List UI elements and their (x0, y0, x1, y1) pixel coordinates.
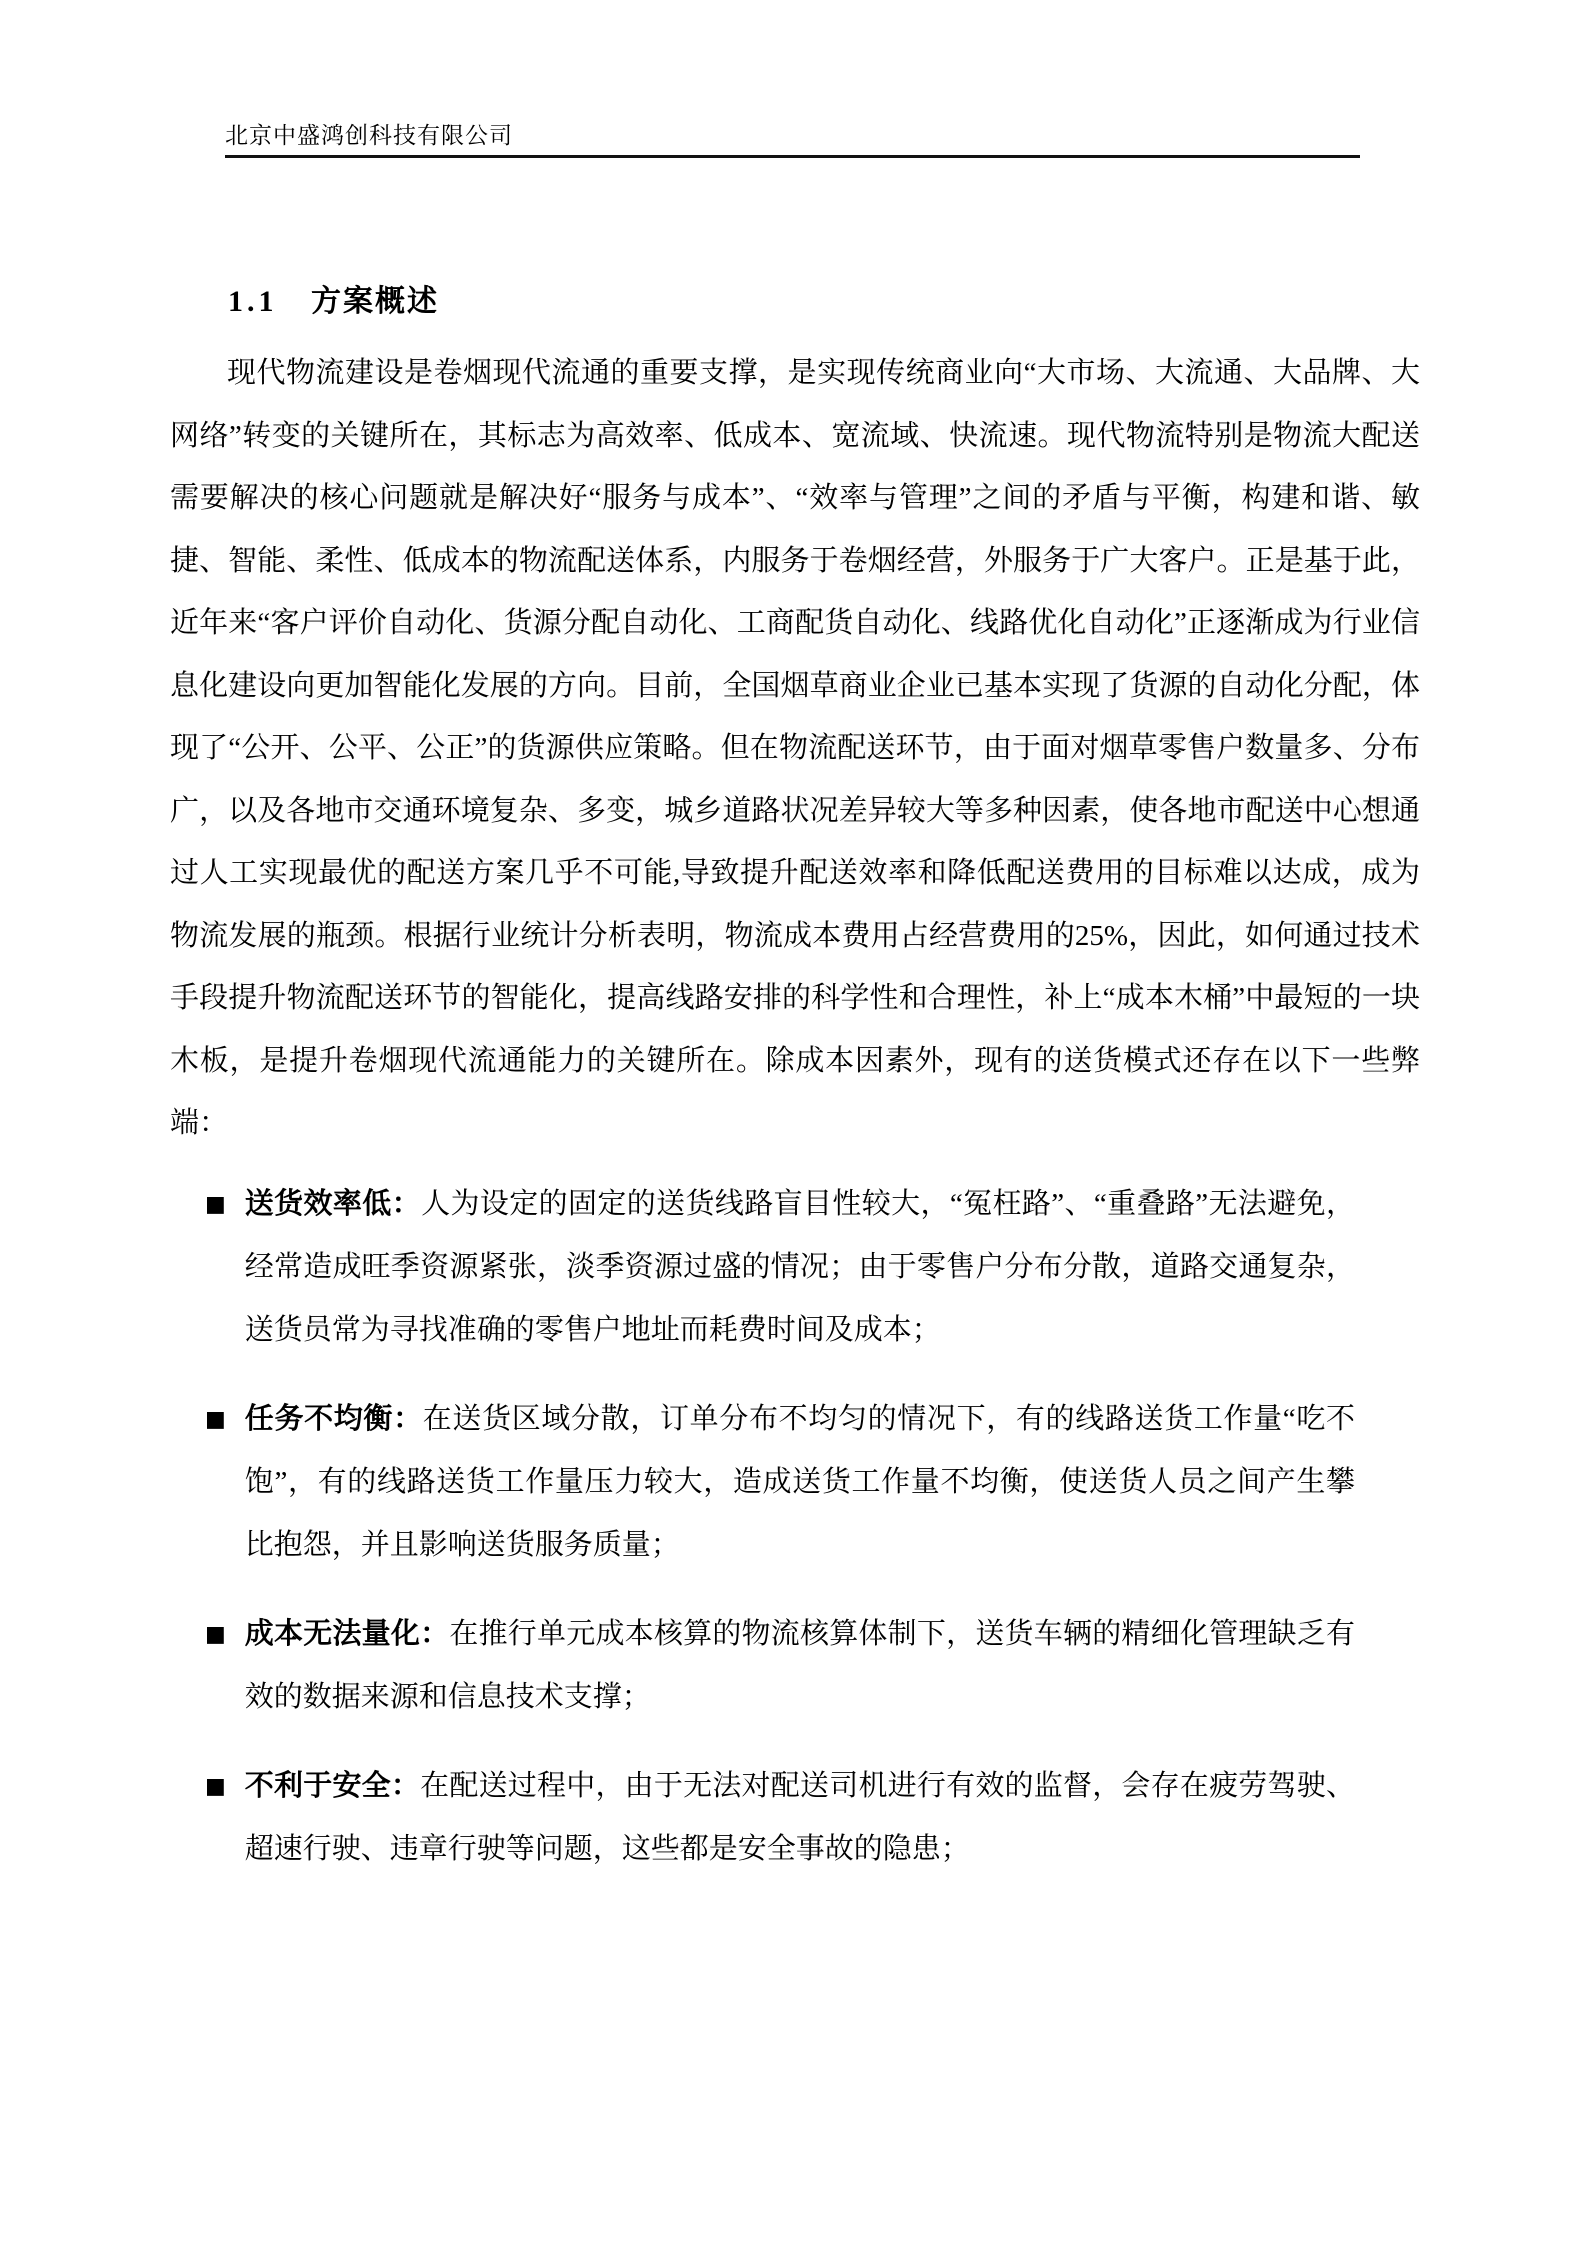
square-bullet-icon: ■ (205, 1406, 226, 1432)
bullet-lead: 成本无法量化： (244, 1617, 450, 1650)
square-bullet-icon: ■ (205, 1621, 226, 1647)
bullet-text: 在推行单元成本核算的物流核算体制下，送货车辆的精细化管理缺乏有效的数据来源和信息技术支撑； (244, 1617, 1355, 1713)
section-heading (228, 285, 1420, 319)
bullet-text: 在配送过程中，由于无法对配送司机进行有效的监督，会存在疲劳驾驶、超速行驶、违章行驶等问题，这些都是安全事故的隐患； (244, 1769, 1355, 1865)
bullet-body (245, 1755, 1355, 1881)
bullet-body (245, 1603, 1355, 1729)
bullet-text: 人为设定的固定的送货线路盲目性较大，“冤枉路”、“重叠路”无法避免，经常造成旺季资源紧张，淡季资源过盛的情况；由于零售户分布分散，道路交通复杂，送货员常为寻找准确的零售户地址而耗费时间及成本； (244, 1187, 1355, 1346)
square-bullet-icon: ■ (205, 1773, 226, 1799)
company-name: 北京中盛鸿创科技有限公司 (225, 122, 513, 148)
bullet-list (170, 1173, 1420, 1881)
bullet-lead: 送货效率低： (244, 1187, 422, 1220)
bullet-body (245, 1388, 1355, 1577)
body-paragraph: 现代物流建设是卷烟现代流通的重要支撑，是实现传统商业向“大市场、大流通、大品牌、大网络”转变的关键所在，其标志为高效率、低成本、宽流域、快流速。现代物流特别是物流大配送需要解决的核心问题就是解决好“服务与成本”、“效率与管理”之间的矛盾与平衡，构建和谐、敏捷、智能、柔性、低成本的物流配送体系，内服务于卷烟经营，外服务于广大客户。正是基于此，近年来“客户评价自动化、货源分配自动化、工商配货自动化、线路优化自动化”正逐渐成为行业信息化建设向更加智能化发展的方向。目前，全国烟草商业企业已基本实现了货源的自动化分配，体现了“公开、公平、公正”的货源供应策略。但在物流配送环节，由于面对烟草零售户数量多、分布广，以及各地市交通环境复杂、多变，城乡道路状况差异较大等多种因素，使各地市配送中心想通过人工实现最优的配送方案几乎不可能,导致提升配送效率和降低配送费用的目标难以达成，成为物流发展的瓶颈。根据行业统计分析表明，物流成本费用占经营费用的25%，因此，如何通过技术手段提升物流配送环节的智能化，提高线路安排的科学性和合理性，补上“成本木桶”中最短的一块木板，是提升卷烟现代流通能力的关键所在。除成本因素外，现有的送货模式还存在以下一些弊端： (170, 357, 1420, 1139)
document-content (170, 285, 1420, 1881)
list-item-task-imbalance (205, 1388, 1355, 1577)
bullet-lead: 不利于安全： (244, 1769, 421, 1802)
bullet-body (245, 1173, 1355, 1362)
list-item-delivery-efficiency (205, 1173, 1355, 1362)
list-item-safety (205, 1755, 1355, 1881)
page-header (225, 0, 1360, 158)
section-title-text: 方案概述 (311, 285, 439, 318)
bullet-text: 在送货区域分散，订单分布不均匀的情况下，有的线路送货工作量“吃不饱”，有的线路送货工作量压力较大，造成送货工作量不均衡，使送货人员之间产生攀比抱怨，并且影响送货服务质量； (244, 1402, 1355, 1561)
list-item-cost-quantification (205, 1603, 1355, 1729)
square-bullet-icon: ■ (205, 1191, 226, 1217)
section-number: 1.1 (228, 285, 278, 318)
bullet-lead: 任务不均衡： (244, 1402, 423, 1435)
